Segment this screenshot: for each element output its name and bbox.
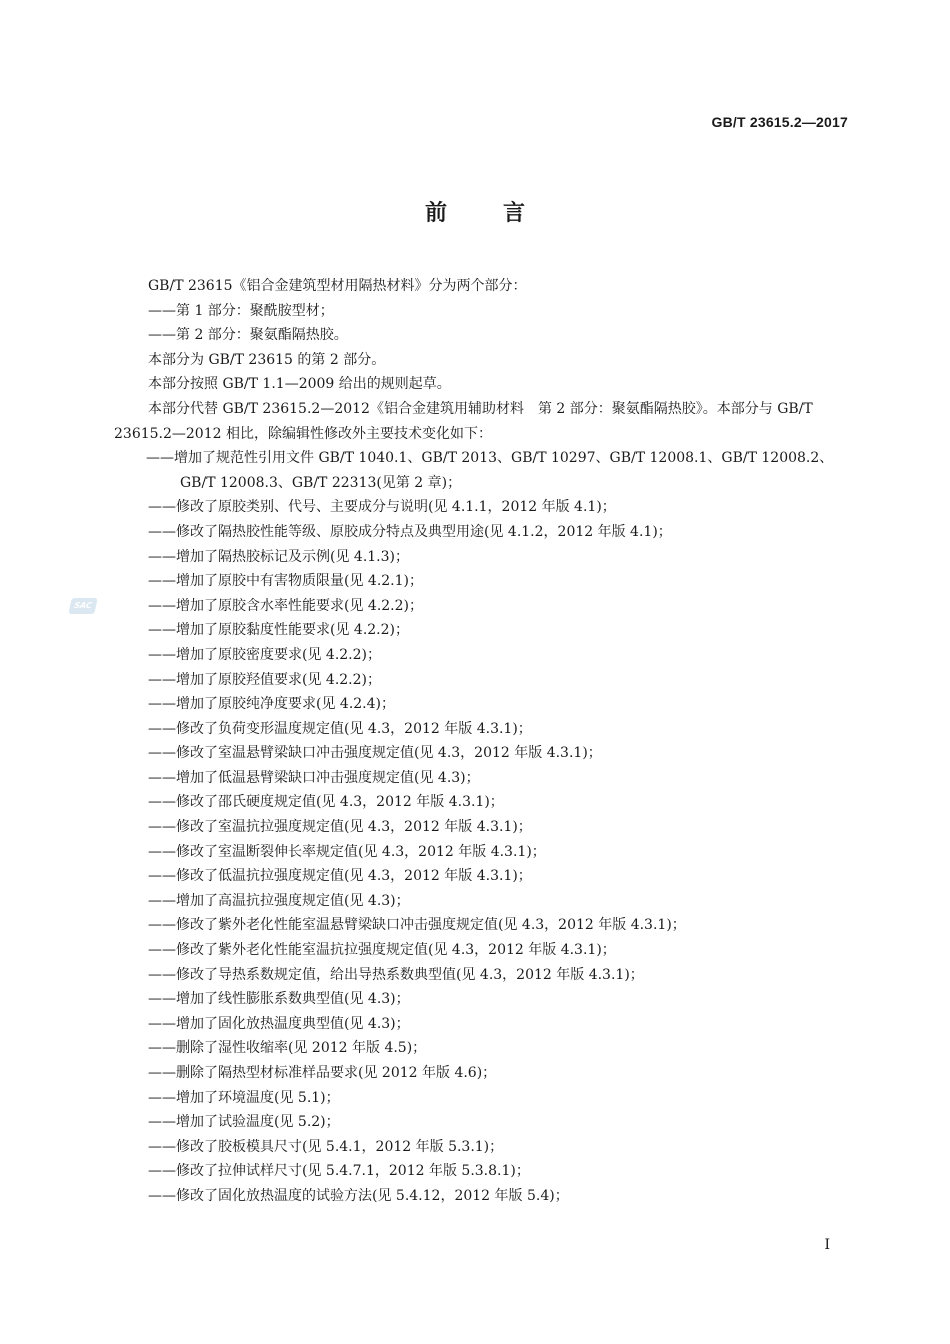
sac-watermark-logo: SAC	[68, 598, 97, 614]
list-item: ——修改了隔热胶性能等级、原胶成分特点及典型用途(见 4.1.2，2012 年版 4.1)；	[148, 523, 672, 540]
list-item: ——删除了隔热型材标准样品要求(见 2012 年版 4.6)；	[148, 1065, 497, 1081]
list-item: ——修改了原胶类别、代号、主要成分与说明(见 4.1.1，2012 年版 4.1)；	[148, 499, 616, 516]
list-item: ——增加了高温抗拉强度规定值(见 4.3)；	[148, 892, 410, 909]
list-item: ——增加了原胶黏度性能要求(见 4.2.2)；	[148, 622, 409, 639]
standard-code: GB/T 23615.2—2017	[711, 114, 848, 130]
list-item: ——增加了规范性引用文件 GB/T 1040.1、GB/T 2013、GB/T 10297、GB/T 12008.1、GB/T 12008.2、GB/T 12008.3、GB/T 22313(见第 2 章)；	[146, 450, 834, 491]
list-item: ——第 2 部分：聚氨酯隔热胶。	[148, 327, 348, 344]
list-item: ——修改了胶板模具尺寸(见 5.4.1，2012 年版 5.3.1)；	[148, 1138, 504, 1155]
list-item: ——修改了紫外老化性能室温抗拉强度规定值(见 4.3，2012 年版 4.3.1)；	[148, 942, 616, 959]
list-item: ——增加了低温悬臂梁缺口冲击强度规定值(见 4.3)；	[148, 769, 480, 786]
list-item: ——增加了原胶中有害物质限量(见 4.2.1)；	[148, 573, 423, 590]
list-item: ——修改了固化放热温度的试验方法(见 5.4.12，2012 年版 5.4)；	[148, 1187, 569, 1204]
list-item: ——增加了原胶纯净度要求(见 4.2.4)；	[148, 696, 395, 713]
paragraph: GB/T 23615《铝合金建筑型材用隔热材料》分为两个部分：	[148, 278, 527, 294]
list-item: ——增加了原胶含水率性能要求(见 4.2.2)；	[148, 597, 423, 614]
list-item: ——修改了拉伸试样尺寸(见 5.4.7.1，2012 年版 5.3.8.1)；	[148, 1163, 530, 1180]
list-item: ——修改了邵氏硬度规定值(见 4.3，2012 年版 4.3.1)；	[148, 794, 504, 811]
list-item: ——删除了湿性收缩率(见 2012 年版 4.5)；	[148, 1040, 427, 1057]
list-item: ——增加了原胶密度要求(见 4.2.2)；	[148, 646, 381, 663]
list-item: ——增加了隔热胶标记及示例(见 4.1.3)；	[148, 548, 409, 565]
list-item: ——增加了线性膨胀系数典型值(见 4.3)；	[148, 991, 410, 1008]
list-item: ——增加了固化放热温度典型值(见 4.3)；	[148, 1015, 410, 1032]
list-item: ——第 1 部分：聚酰胺型材；	[148, 302, 334, 319]
list-item: ——修改了室温断裂伸长率规定值(见 4.3，2012 年版 4.3.1)；	[148, 843, 546, 860]
paragraph: 本部分代替 GB/T 23615.2—2012《铝合金建筑用辅助材料 第 2 部分：聚氨酯隔热胶》。本部分与 GB/T 23615.2—2012 相比，除编辑性修改外主要技术变化如下：	[114, 400, 813, 442]
list-item: ——修改了低温抗拉强度规定值(见 4.3，2012 年版 4.3.1)；	[148, 868, 532, 885]
foreword-body	[114, 274, 850, 1209]
list-item: ——增加了环境温度(见 5.1)；	[148, 1089, 340, 1106]
list-item: ——修改了导热系数规定值，给出导热系数典型值(见 4.3，2012 年版 4.3.1)；	[148, 966, 644, 983]
list-item: ——增加了试验温度(见 5.2)；	[148, 1114, 340, 1131]
list-item: ——修改了室温抗拉强度规定值(见 4.3，2012 年版 4.3.1)；	[148, 819, 532, 836]
list-item: ——增加了原胶羟值要求(见 4.2.2)；	[148, 671, 381, 688]
page-number: I	[824, 1237, 830, 1253]
paragraph: 本部分为 GB/T 23615 的第 2 部分。	[148, 351, 386, 368]
list-item: ——修改了负荷变形温度规定值(见 4.3，2012 年版 4.3.1)；	[148, 720, 532, 737]
paragraph: 本部分按照 GB/T 1.1—2009 给出的规则起草。	[148, 376, 451, 393]
page-title: 前言	[424, 201, 581, 226]
list-item: ——修改了室温悬臂梁缺口冲击强度规定值(见 4.3，2012 年版 4.3.1)；	[148, 745, 602, 762]
list-item: ——修改了紫外老化性能室温悬臂梁缺口冲击强度规定值(见 4.3，2012 年版 4.3.1)；	[148, 917, 686, 934]
